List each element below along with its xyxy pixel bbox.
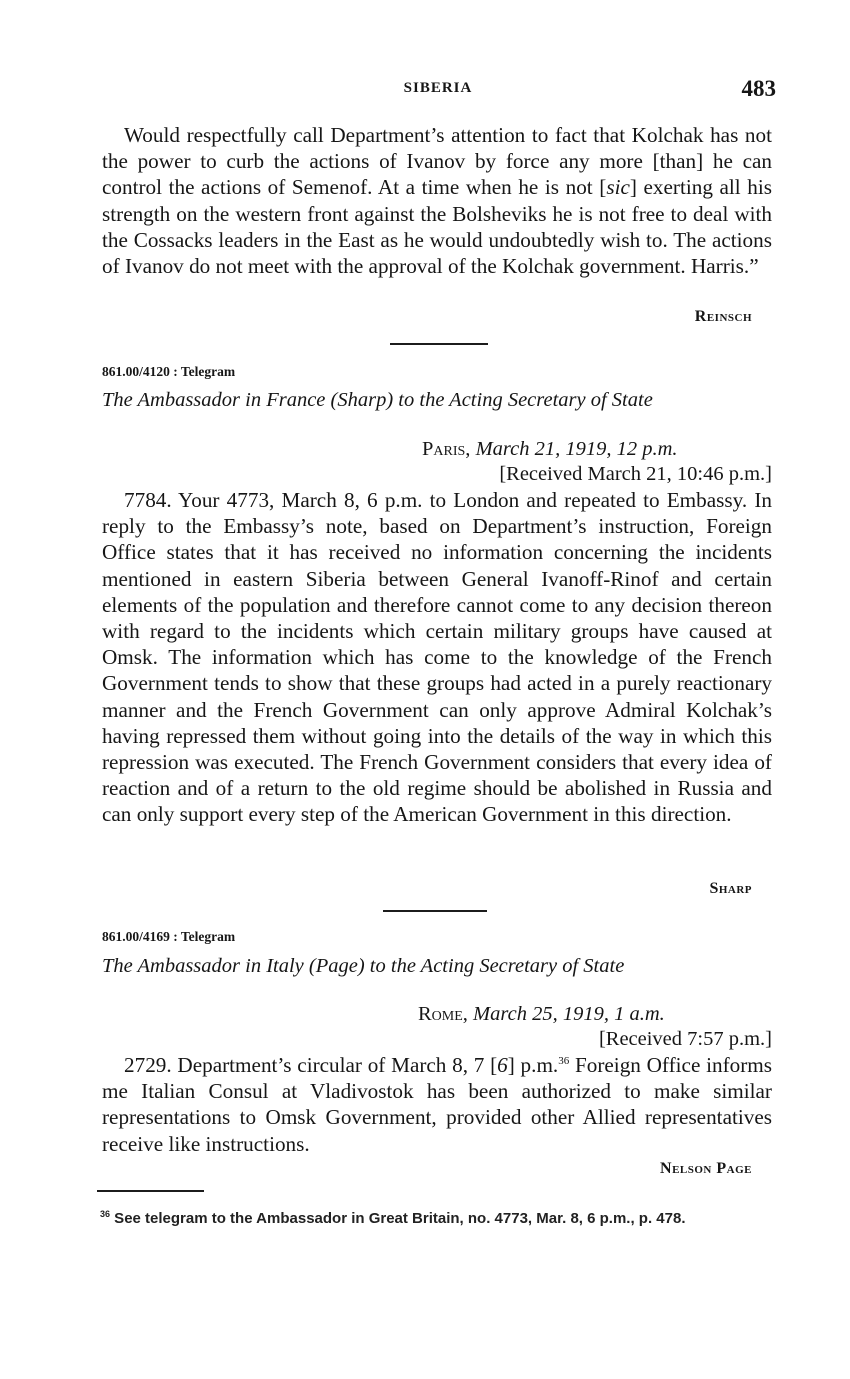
document-title (102, 387, 772, 413)
telegram-italic: 6 (497, 1053, 508, 1077)
continuation-text: Would respectfully call Department’s attention to fact that Kolchak has not the power to curb the actions of Ivanov by force any more [than] he can control the actions of Semenof. At a time when he is not [ (102, 123, 772, 200)
section-divider (390, 343, 488, 345)
telegram-body (102, 1052, 772, 1157)
received-line: [Received 7:57 p.m.] (598, 1028, 772, 1050)
dateline (418, 1001, 665, 1027)
dateline-place: Rome, (418, 1003, 468, 1025)
continuation-paragraph (102, 122, 772, 279)
section-divider (383, 910, 487, 912)
file-reference: 861.00/4169 : Telegram (102, 929, 236, 944)
footnote-reference: 36 (558, 1054, 570, 1067)
telegram-text: ] p.m. (507, 1053, 559, 1077)
title-name: Sharp (337, 389, 387, 411)
telegram-text: 7784. Your 4773, March 8, 6 p.m. to London and repeated to Embassy. In reply to the Embassy’s note, based on Department’s instruction, Foreign Office states that it has received no information concerning the incidents mentioned in eastern Siberia between General Ivanoff-Rinof and certain elements of the population and therefore cannot come to any decision thereon with regard to the incidents which certain military groups have caused at Omsk. The information which has come to the knowledge of the French Government tends to show that these groups had acted in a purely reactionary manner and the French Government can only approve Admiral Kolchak’s having repressed them without going into the details of the way in which this repression was executed. The French Government considers that every idea of reaction and of a return to the old regime should be abolished in Russia and can only support every step of the American Government in this direction. (102, 488, 772, 827)
title-part: ) to the Acting Secretary of State (386, 389, 653, 411)
title-part: ) to the Acting Secretary of State (357, 955, 625, 977)
dateline-date: March 25, 1919, 1 a.m. (473, 1003, 665, 1025)
running-title: SIBERIA (403, 80, 473, 96)
title-part: The Ambassador in France ( (102, 389, 338, 411)
title-part: The Ambassador in Italy ( (102, 955, 316, 977)
dateline-date: March 21, 1919, 12 p.m. (475, 438, 678, 460)
signature-sharp: Sharp (709, 880, 752, 897)
file-reference: 861.00/4120 : Telegram (102, 364, 236, 379)
footnote (100, 1206, 776, 1227)
footnote-marker: 36 (100, 1209, 111, 1219)
sic-note: sic (606, 175, 630, 200)
telegram-text: 2729. Department’s circular of March 8, 7 [ (124, 1053, 498, 1077)
dateline (422, 436, 678, 462)
telegram-body (102, 487, 772, 828)
running-head (100, 78, 776, 104)
dateline-place: Paris, (422, 438, 471, 460)
telegram-text: Foreign Office informs me Italian Consul at Vladivostok has been authorized to make similar representations to Omsk Government, provided other Allied representatives receive like instructions. (102, 1053, 772, 1156)
title-name: Page (315, 955, 358, 977)
footnote-text: See telegram to the Ambassador in Great Britain, no. 4773, Mar. 8, 6 p.m., p. 478. (110, 1210, 686, 1227)
page-number: 483 (741, 76, 776, 101)
signature-nelson-page: Nelson Page (660, 1160, 752, 1177)
signature-reinsch: Reinsch (694, 308, 752, 325)
received-line: [Received March 21, 10:46 p.m.] (499, 463, 772, 485)
continuation-text-rest: ] exerting all his strength on the western front against the Bolsheviks he is not free to deal with the Cossacks leaders in the East as he would undoubtedly wish to. The actions of Ivanov do not meet with the approval of the Kolchak government. Harris.” (102, 175, 772, 279)
footnote-rule (97, 1190, 204, 1192)
document-title (102, 953, 772, 979)
